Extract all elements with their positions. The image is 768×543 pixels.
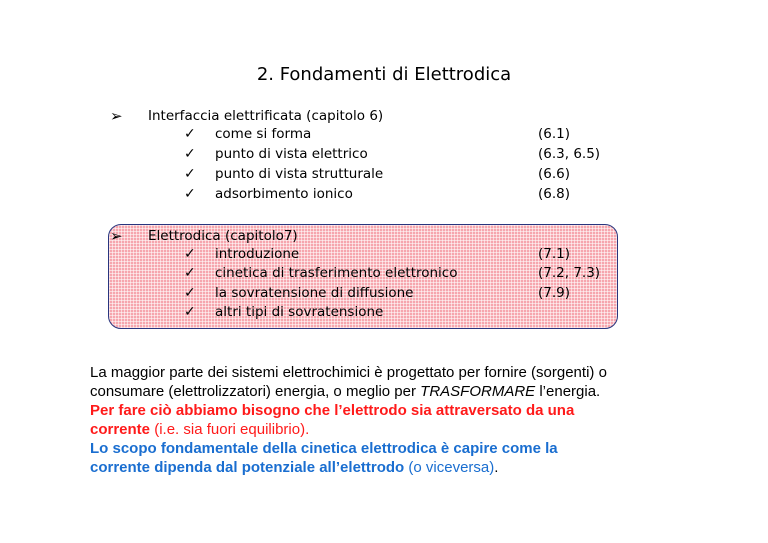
paragraph-line-6 — [90, 458, 730, 477]
section-ref: (7.9) — [538, 285, 571, 301]
arrow-bullet-icon: ➢ — [110, 227, 123, 245]
check-icon: ✓ — [184, 146, 196, 162]
list-item: punto di vista strutturale — [215, 166, 384, 182]
emphasis-text: TRASFORMARE — [420, 383, 536, 400]
section-heading-elettrodica: Elettrodica (capitolo7) — [148, 228, 298, 244]
paragraph-text: consumare (elettrolizzatori) energia, o meglio per — [90, 383, 421, 400]
section-ref: (6.8) — [538, 186, 571, 202]
list-item: adsorbimento ionico — [215, 186, 353, 202]
paragraph-text: l’energia. — [535, 383, 601, 400]
check-icon: ✓ — [184, 126, 196, 142]
section-ref: (6.6) — [538, 166, 571, 182]
list-item: cinetica di trasferimento elettronico — [215, 265, 458, 281]
section-heading-interfaccia: Interfaccia elettrificata (capitolo 6) — [148, 108, 384, 124]
red-emphasis-text: corrente — [90, 421, 151, 438]
list-item: la sovratensione di diffusione — [215, 285, 414, 301]
section-ref: (6.1) — [538, 126, 571, 142]
paragraph-line-3 — [90, 401, 730, 420]
check-icon: ✓ — [184, 186, 196, 202]
list-item: punto di vista elettrico — [215, 146, 368, 162]
check-icon: ✓ — [184, 265, 196, 281]
check-icon: ✓ — [184, 285, 196, 301]
blue-emphasis-text: Lo scopo fondamentale della cinetica elettrodica è capire come la — [90, 440, 558, 457]
section-ref: (7.1) — [538, 246, 571, 262]
paragraph-line-2 — [90, 382, 730, 401]
paragraph-text: . — [494, 459, 499, 476]
paragraph-line-4 — [90, 420, 730, 439]
list-item: introduzione — [215, 246, 300, 262]
paragraph-line-5 — [90, 439, 730, 458]
red-emphasis-text: Per fare ciò abbiamo bisogno che l’elettrodo sia attraversato da una — [90, 402, 575, 419]
check-icon: ✓ — [184, 304, 196, 320]
paragraph-line-1 — [90, 363, 730, 382]
section-ref: (6.3, 6.5) — [538, 146, 601, 162]
section-ref: (7.2, 7.3) — [538, 265, 601, 281]
slide-title: 2. Fondamenti di Elettrodica — [256, 64, 512, 85]
list-item: altri tipi di sovratensione — [215, 304, 384, 320]
check-icon: ✓ — [184, 246, 196, 262]
paragraph-text: La maggior parte dei sistemi elettrochimici è progettato per fornire (sorgenti) o — [90, 364, 607, 381]
check-icon: ✓ — [184, 166, 196, 182]
blue-text: (o viceversa) — [404, 459, 495, 476]
blue-emphasis-text: corrente dipenda dal potenziale all’elettrodo — [90, 459, 405, 476]
list-item: come si forma — [215, 126, 312, 142]
red-text: (i.e. sia fuori equilibrio). — [150, 421, 310, 438]
arrow-bullet-icon: ➢ — [110, 107, 123, 125]
